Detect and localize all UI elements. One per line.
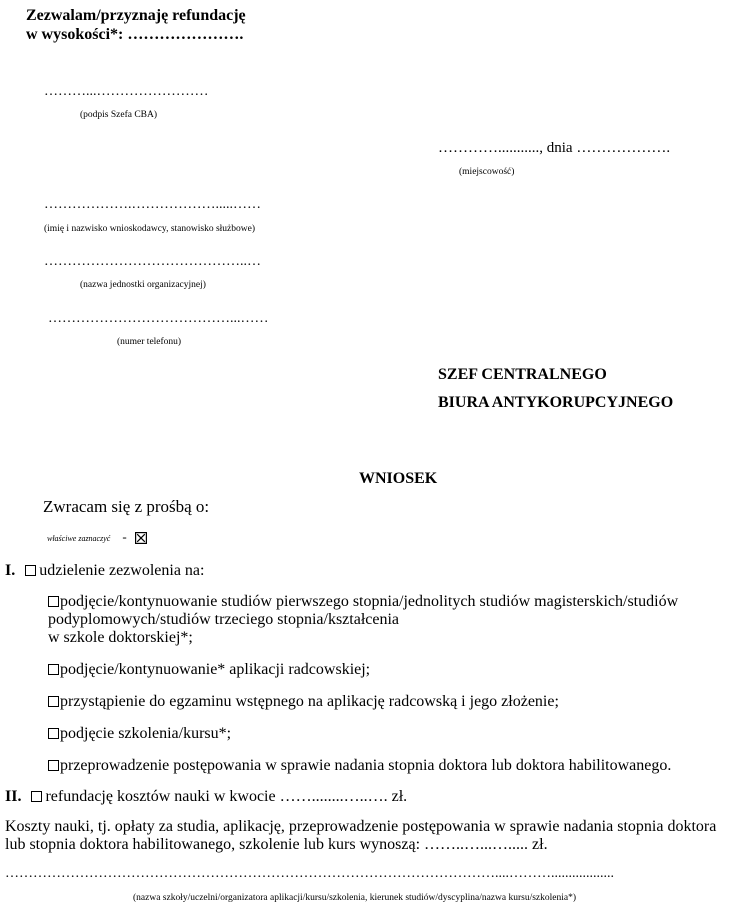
school-dots: ……………………………………………………………………………………………....………..................	[5, 866, 614, 881]
mark-hint-row	[47, 528, 147, 546]
option-entrance-exam	[48, 693, 559, 711]
option-course-label: podjęcie szkolenia/kursu*;	[60, 725, 232, 742]
section-1-checkbox[interactable]	[25, 565, 36, 576]
option-studies-line-1: podjęcie/kontynuowanie studiów pierwszego stopnia/jednolitych studiów magisterskich/studiów	[60, 593, 679, 610]
phone-dots: …………………………………...……	[48, 311, 269, 326]
approval-line-1: Zezwalam/przyznaję refundację	[26, 7, 246, 24]
school-caption: (nazwa szkoły/uczelni/organizatora aplikacji/kursu/szkolenia, kierunek studiów/dyscyplina/nazwa kursu/szkolenia*)	[133, 893, 577, 903]
option-studies-checkbox[interactable]	[48, 596, 59, 607]
section-1-row	[5, 562, 204, 580]
option-course-checkbox[interactable]	[48, 728, 59, 739]
checked-box-icon	[135, 532, 147, 544]
addressee-line-2: BIURA ANTYKORUPCYJNEGO	[438, 394, 674, 411]
place-caption: (miejscowość)	[459, 167, 515, 177]
addressee-line-1: SZEF CENTRALNEGO	[438, 366, 607, 383]
option-entrance-exam-label: przystąpienie do egzaminu wstępnego na aplikację radcowską i jego złożenie;	[60, 693, 559, 710]
option-studies	[48, 593, 738, 647]
mark-dash: -	[122, 529, 127, 544]
section-2-numeral: II.	[5, 788, 22, 805]
option-course	[48, 725, 231, 743]
section-1-numeral: I.	[5, 562, 16, 579]
signature-dots: ………...……………………	[44, 84, 209, 99]
section-2-label: refundację kosztów nauki w kwocie ……........…..…. zł.	[45, 788, 408, 805]
section-1-label: udzielenie zezwolenia na:	[39, 562, 205, 579]
costs-paragraph	[5, 818, 750, 854]
option-legal-training	[48, 661, 370, 679]
option-legal-training-checkbox[interactable]	[48, 664, 59, 675]
place-date-line: …………..........., dnia ……………….	[438, 140, 671, 156]
applicant-name-dots: ……………….……………….....……	[44, 197, 261, 212]
option-doctorate-label: przeprowadzenie postępowania w sprawie nadania stopnia doktora lub doktora habilitowanego.	[60, 757, 672, 774]
section-2-checkbox[interactable]	[31, 791, 42, 802]
option-legal-training-label: podjęcie/kontynuowanie* aplikacji radcowskiej;	[60, 661, 371, 678]
option-doctorate-checkbox[interactable]	[48, 760, 59, 771]
option-doctorate	[48, 757, 671, 775]
mark-hint: właściwe zaznaczyć	[47, 534, 111, 543]
phone-caption: (numer telefonu)	[117, 337, 182, 347]
page-title: WNIOSEK	[359, 470, 438, 487]
costs-line-2: lub stopnia doktora habilitowanego, szkolenie lub kurs wynoszą: ……..…...…..... zł.	[5, 836, 548, 853]
costs-line-1: Koszty nauki, tj. opłaty za studia, aplikację, przeprowadzenie postępowania w sprawie nadania stopnia doktora	[5, 818, 717, 835]
option-entrance-exam-checkbox[interactable]	[48, 696, 59, 707]
option-studies-line-3: w szkole doktorskiej*;	[48, 629, 193, 646]
applicant-name-caption: (imię i nazwisko wnioskodawcy, stanowisko służbowe)	[44, 224, 255, 234]
section-2-row	[5, 788, 407, 806]
approval-line-2: w wysokości*: ………………….	[26, 26, 244, 43]
intro-text: Zwracam się z prośbą o:	[43, 497, 210, 516]
option-studies-line-2: podyplomowych/studiów trzeciego stopnia/kształcenia	[48, 611, 400, 628]
unit-dots: ……………………………………..…	[44, 254, 261, 269]
signature-caption: (podpis Szefa CBA)	[80, 110, 158, 120]
unit-caption: (nazwa jednostki organizacyjnej)	[80, 280, 206, 290]
